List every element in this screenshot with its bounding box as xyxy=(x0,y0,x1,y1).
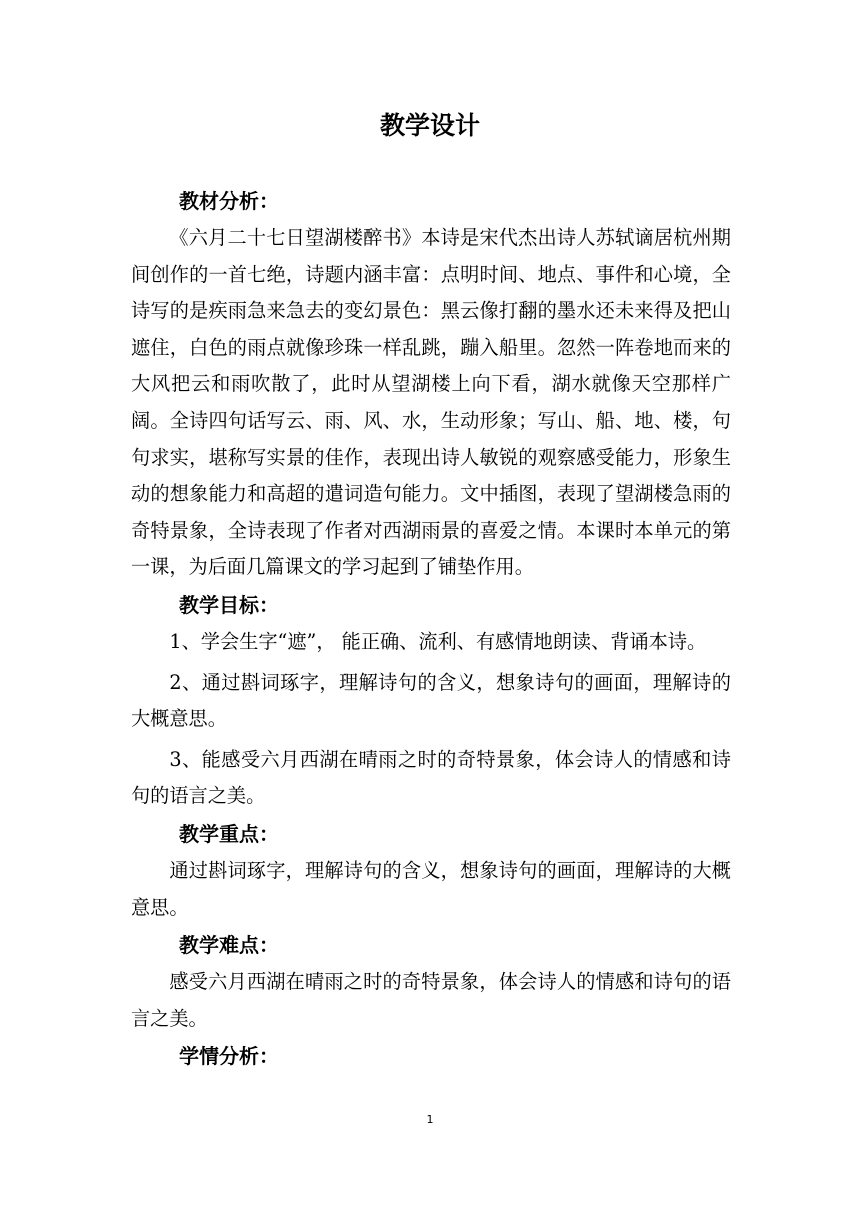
objective-item-1: 1、学会生字“遮”， 能正确、流利、有感情地朗读、背诵本诗。 xyxy=(169,629,707,653)
material-analysis-paragraph: 《六月二十七日望湖楼醉书》本诗是宋代杰出诗人苏轼谪居杭州期间创作的一首七绝，诗题内涵丰富：点明时间、地点、事件和心境，全诗写的是疾雨急来急去的变幻景色：黑云像打翻的墨水还未来得及把山遮住，白色的雨点就像珍珠一样乱跳，蹦入船里。忽然一阵卷地而来的大风把云和雨吹散了，此时从望湖楼上向下看，湖水就像天空那样广阔。全诗四句话写云、雨、风、水，生动形象；写山、船、地、楼，句句求实，堪称写实景的佳作，表现出诗人敏锐的观察感受能力，形象生动的想象能力和高超的遣词造句能力。文中插图，表现了望湖楼急雨的奇特景象，全诗表现了作者对西湖雨景的喜爱之情。本课时本单元的第一课，为后面几篇课文的学习起到了铺垫作用。 xyxy=(131,226,731,579)
section-heading-learner-analysis: 学情分析： xyxy=(179,1044,279,1069)
document-title: 教学设计 xyxy=(379,111,480,140)
section-heading-material-analysis: 教材分析： xyxy=(179,189,279,213)
section-material-analysis xyxy=(131,182,731,586)
page-number: 1 xyxy=(426,1113,434,1126)
section-heading-key-points: 教学重点： xyxy=(179,821,279,846)
section-learner-analysis xyxy=(131,1037,731,1075)
section-teaching-objectives xyxy=(131,586,731,815)
section-heading-teaching-objectives: 教学目标： xyxy=(179,592,279,617)
objective-item-3: 3、能感受六月西湖在晴雨之时的奇特景象，体会诗人的情感和诗句的语言之美。 xyxy=(131,747,731,808)
section-key-points xyxy=(131,815,731,926)
key-points-paragraph: 通过斟词琢字，理解诗句的含义，想象诗句的画面，理解诗的大概意思。 xyxy=(131,858,731,919)
difficulties-paragraph: 感受六月西湖在晴雨之时的奇特景象，体会诗人的情感和诗句的语言之美。 xyxy=(131,970,731,1030)
section-difficulties xyxy=(131,926,731,1037)
document-body xyxy=(131,182,731,1075)
objective-item-2: 2、通过斟词琢字，理解诗句的含义，想象诗句的画面，理解诗的大概意思。 xyxy=(131,670,731,731)
section-heading-difficulties: 教学难点： xyxy=(179,933,279,958)
